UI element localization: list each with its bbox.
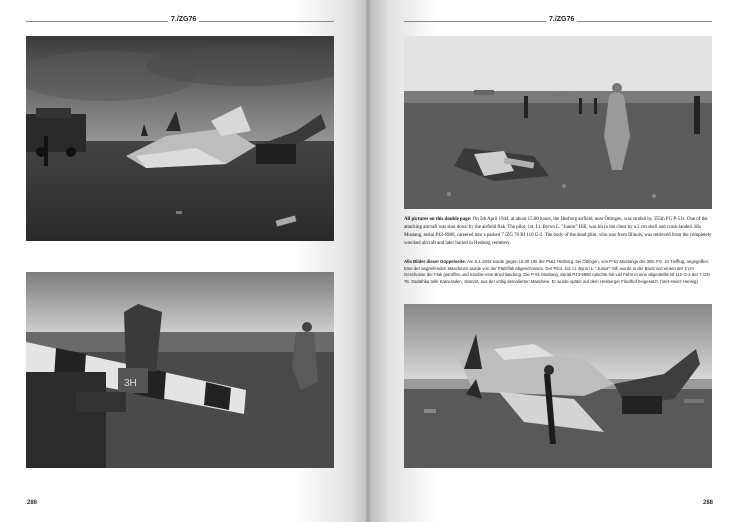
right-page-number: 288 — [703, 500, 714, 506]
caption-english — [404, 216, 714, 248]
svg-text:3H: 3H — [124, 378, 137, 389]
left-page — [0, 0, 368, 522]
collided-aircraft-photo — [404, 304, 712, 468]
right-page — [370, 0, 738, 522]
caption-english-lead: All pictures on this double page: — [404, 217, 472, 222]
page-header-title: 7./ZG76 — [546, 16, 577, 23]
crashed-bf110-photo — [26, 36, 334, 241]
page-header-title: 7./ZG76 — [168, 16, 199, 23]
debris-field-photo — [404, 36, 712, 209]
caption-german-lead: Alle Bilder dieser Doppelseite: — [404, 259, 467, 264]
caption-german — [404, 259, 714, 286]
caption-german-body: Am 5.4.1944 wurde gegen 15.00 Uhr der Platz Hesborg, bei Öttingen, von P-51 Mustangs der 355. FG, im Tiefflug, angegriffen. Eine der angreifenden Maschinen wurde von der Platzflak abgeschossen. Der Pilot, 1st. Lt. Byron L. "Junior" Hill, wurde in der Brust von einem der 2 cm Geschosse der Flak getroffen und machte eine Bruchlandung. Die P-51 Mustang, Serial P43-6980 rutschte mit viel Fahrt in eine abgestellte Bf 110 G-2 der 7./ZG 76. Südafrika tolle Kameraden, stammt, aus der völlig demolierten Maschine. Er wurde später auf dem Hesborger Friedhof beigesetzt. — [404, 259, 711, 285]
wrecked-tail-photo — [26, 272, 334, 468]
caption-english-body: On 5th April 1944, at about 15:00 hours, the Hesborg airfield, near Öttingen, was strafed by 355th FG P-51s. One of the attacking aircraft was shot down by the airfield flak. The pilot, 1st. Lt. Byron L. "Junior" Hill, was hit in the chest by a 2 cm shell and crash-landed. His Mustang, serial P43-6980, careered into a parked 7./ZG 76 Bf 110 G-2. The body of the dead pilot, who was from Illinois, was retrieved from the completely wrecked aircraft and later buried in Hesborg cemetery. — [404, 217, 712, 246]
photo-credit: (Vert-Heinz Hennig) — [660, 279, 698, 285]
left-page-number: 286 — [27, 500, 38, 506]
